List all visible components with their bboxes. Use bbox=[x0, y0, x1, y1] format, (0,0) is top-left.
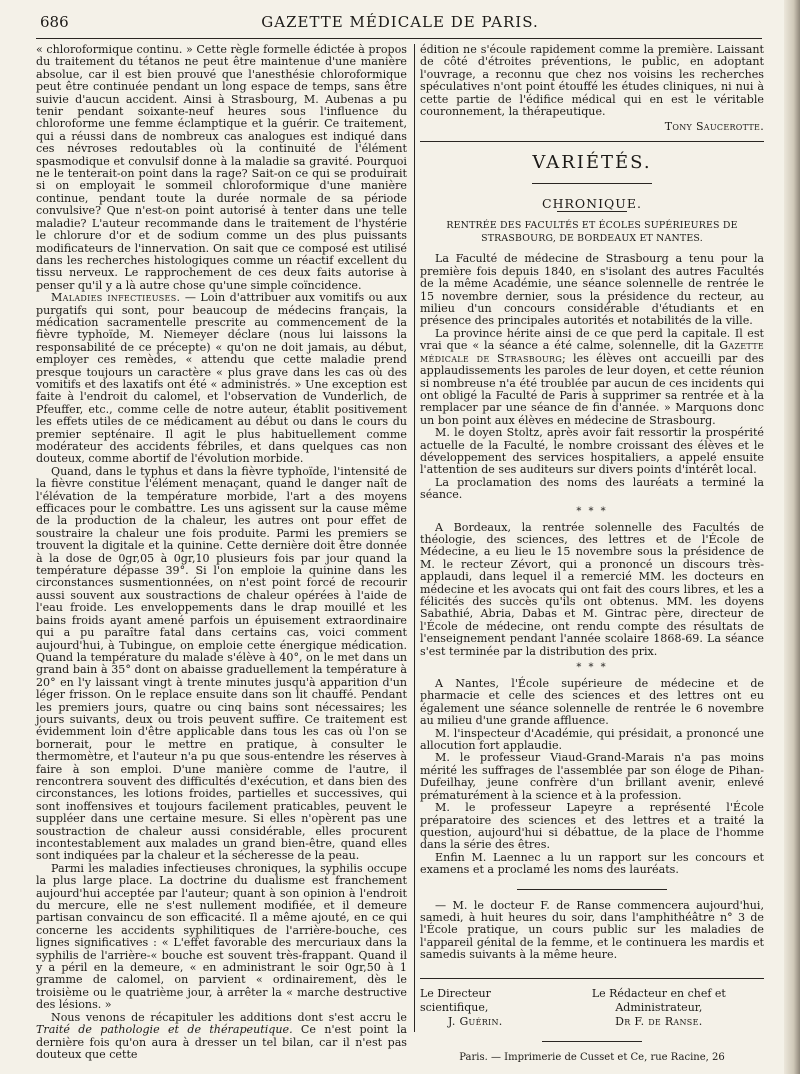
bordeaux-paragraph: A Bordeaux, la rentrée solennelle des Facultés de théologie, des sciences, des lettres et de l'École de Médecine, a eu lieu le 15 novembre sous la présidence de M. le recteur Zévort, qui a prononcé un discours très-applaudi, dans lequel il a remercié MM. les docteurs en médecine et les avocats qui ont fait des cours libres, et les a félicités des succès qu'ils ont obtenus. MM. les doyens Sabathié, Abria, Dabas et M. Gintrac père, directeur de l'École de médecine, ont rendu compte des résultats de l'enseignement pendant l'année scolaire 1868-69. La séance s'est terminée par la distribution des prix. bbox=[420, 520, 764, 658]
chronique-subheading: RENTRÉE DES FACULTÉS ET ÉCOLES SUPÉRIEURES DE STRASBOURG, DE BORDEAUX ET NANTES. bbox=[446, 220, 738, 244]
footer-signatures bbox=[420, 987, 764, 1029]
left-paragraph-1: « chloroformique continu. » Cette règle formelle édictée à propos du traitement du tétanos ne peut être maintenue d'une manière absolue, car il est bien prouvé que l'anesthésie chloroformique peut être continuée pendant un long espace de temps, sans être suivie d'aucun accident. Ainsi à Strasbourg, M. Aubenas a pu tenir pendant soixante-neuf heures sous l'influence du chloroforme une femme éclamptique et la guérir. Ce traitement, qui a réussi dans de nombreux cas analogues est indiqué dans ces névroses redoutables où la continuité de l'élément spasmodique et convulsif donne à la maladie sa gravité. Pourquoi ne le tenterait-on point dans la rage? Sait-on ce qui se produirait si on employait le sommeil chloroformique d'une manière continue, pendant toute la durée normale de sa période convulsive? Que n'est-on point autorisé à tenter dans une telle maladie? L'auteur recommande dans le traitement de l'hystérie le chlorure d'or et de sodium comme un des plus puissants modificateurs de l'innervation. On sait que ce composé est utilisé dans les recherches histologiques comme un réactif excellent du tissu nerveux. Le rapprochement de ces deux faits autorise à penser qu'il y a là autre chose qu'une simple coïncidence. bbox=[36, 43, 407, 292]
right-paragraph-1: édition ne s'écoule rapidement comme la première. Laissant de côté d'étroites préventions, le public, en adoptant l'ouvrage, a reconnu que chez nos voisins les recherches spéculatives n'ont point étouffé les études cliniques, ni nui à cette partie de l'édifice médical qui en est le véritable couronnement, la thérapeutique. bbox=[420, 43, 764, 119]
right-column bbox=[420, 44, 764, 1066]
page-edge-shadow bbox=[784, 0, 800, 1074]
left-paragraph-2 bbox=[36, 292, 407, 466]
director-name: J. Guérin. bbox=[448, 1014, 503, 1028]
nantes-paragraph-3: M. le professeur Viaud-Grand-Marais n'a pas moins mérité les suffrages de l'assemblée par son éloge de Pihan-Dufeilhay, jeune confrère d'un brillant avenir, enlevé prématurément à la science et à la profession. bbox=[420, 751, 764, 802]
journal-title: GAZETTE MÉDICALE DE PARIS. bbox=[261, 13, 539, 31]
strasbourg-paragraph-2 bbox=[420, 328, 764, 427]
page-number: 686 bbox=[40, 13, 69, 31]
imprint-rule bbox=[542, 1041, 642, 1042]
editor-name: Dr F. de Ranse. bbox=[615, 1014, 703, 1028]
left-paragraph-2-text: — Loin d'attribuer aux vomitifs ou aux purgatifs qui sont, pour beaucoup de médecins français, la médication sacramentelle prescrite au commencement de la fièvre typhoïde, M. Niemeyer déclare (nous lui laissons la responsabilité de ce précepte) « qu'on ne doit jamais, au début, employer ces remèdes, « attendu que cette maladie prend presque toujours un caractère « plus grave dans les cas où des vomitifs et des laxatifs ont été « administrés. » Une exception est faite à l'endroit du calomel, et l'observation de Vunderlich, de Pfeuffer, etc., comme celle de notre auteur, établit positivement les effets utiles de ce médicament au début ou dans le cours du premier septénaire. Il agit le plus habituellement comme modérateur des accidents fébriles, et dans quelques cas non douteux, comme abortif de l'évolution morbide. bbox=[36, 291, 408, 466]
asterism-separator-2: * * * bbox=[576, 662, 608, 674]
gazette-strasbourg-name: Gazette médicale de Strasbourg bbox=[420, 339, 764, 365]
course-notice: — M. le docteur F. de Ranse commencera aujourd'hui, samedi, à huit heures du soir, dans l'amphithéâtre n° 3 de l'École pratique, un cours public sur les maladies de l'appareil génital de la femme, et le continuera les mardis et samedis suivants à la même heure. bbox=[420, 898, 764, 962]
director-title: Le Directeur scientifique, bbox=[420, 986, 491, 1014]
section-title-varietes: VARIÉTÉS. bbox=[532, 152, 652, 174]
section-rule bbox=[420, 141, 764, 142]
left-paragraph-4: Parmi les maladies infectieuses chroniques, la syphilis occupe la plus large place. La doctrine du dualisme est franchement aujourd'hui acceptée par l'auteur; quant à son opinion à l'endroit du mercure, elle ne s'est nullement modifiée, et il demeure partisan convaincu de son efficacité. Il a même ajouté, en ce qui concerne les accidents syphilitiques de l'arrière-bouche, ces lignes significatives : « L'effet favorable des mercuriaux dans la syphilis de l'arrière-« bouche est souvent très-frappant. Quand il y a péril en la demeure, « en administrant le soir 0gr,50 à 1 gramme de calomel, on parvient « ordinairement, dès le troisième ou le quatrième jour, à arrêter la « marche destructive des lésions. » bbox=[36, 861, 407, 1012]
chronique-underline bbox=[557, 211, 627, 212]
footer-rule bbox=[420, 978, 764, 979]
strasbourg-paragraph-2-start: La province hérite ainsi de ce que perd la capitale. Il est vrai que « la séance a été calme, solennelle, dit la bbox=[420, 326, 764, 353]
section-heading-infectious: Maladies infectieuses. bbox=[51, 291, 181, 305]
column-divider bbox=[414, 44, 415, 1032]
strasbourg-paragraph-2-end: ; les élèves ont accueilli par des applaudissements les paroles de leur doyen, et cette réunion si nombreuse n'a été troublée par aucun de ces incidents qui ont obligé la Faculté de Paris à supprimer sa rentrée et à la remplacer par une séance de fin d'année. » Marquons donc un bon point aux élèves en médecine de Strasbourg. bbox=[420, 351, 764, 427]
left-paragraph-5-start: Nous venons de récapituler les additions dont s'est accru le bbox=[51, 1010, 407, 1024]
strasbourg-paragraph-3: M. le doyen Stoltz, après avoir fait ressortir la prospérité actuelle de la Faculté, le nombre croissant des élèves et le développement des services hospitaliers, a appelé ensuite l'attention de ses auditeurs sur divers points d'intérêt local. bbox=[420, 426, 764, 477]
left-column bbox=[36, 43, 408, 1061]
footer-director bbox=[420, 987, 554, 1029]
notice-rule bbox=[517, 889, 667, 890]
left-paragraph-5 bbox=[36, 1012, 407, 1062]
nantes-paragraph-2: M. l'inspecteur d'Académie, qui présidait, a prononcé une allocution fort applaudie. bbox=[420, 726, 764, 753]
asterism-separator-1: * * * bbox=[576, 505, 608, 517]
nantes-paragraph-4: M. le professeur Lapeyre a représenté l'École préparatoire des sciences et des lettres et a traité la question, aujourd'hui si débattue, de la place de l'homme dans la série des êtres. bbox=[420, 801, 764, 852]
nantes-paragraph-5: Enfin M. Laennec a lu un rapport sur les concours et examens et a proclamé les noms des lauréats. bbox=[420, 850, 764, 877]
strasbourg-paragraph-4: La proclamation des noms des lauréats a terminé la séance. bbox=[420, 475, 764, 502]
left-paragraph-3: Quand, dans le typhus et dans la fièvre typhoïde, l'intensité de la fièvre constitue l'élément menaçant, quand le danger naît de l'élévation de la température morbide, l'art a des moyens efficaces pour le combattre. Les uns agissent sur la cause même de la production de la chaleur, les autres ont pour effet de soustraire la chaleur une fois produite. Parmi les premiers se trouvent la digitale et la quinine. Cette dernière doit être donnée à la dose de 0gr,05 à 0gr,10 plusieurs fois par jour quand la température dépasse 39°. Si l'on emploie la quinine dans les circonstances susmentionnées, on n'est point forcé de recourir aussi souvent aux soustractions de chaleur opérées à l'aide de l'eau froide. Les enveloppements dans le drap mouillé et les bains froids ayant amené parfois un épuisement extraordinaire qui a pu paraître fatal dans certains cas, voici comment aujourd'hui, à Tubingue, on emploie cette énergique médication. Quand la température du malade s'élève à 40°, on le met dans un grand bain à 35° dont on abaisse graduellement la température à 20° en l'y laissant vingt à trente minutes jusqu'à apparition d'un léger frisson. On le replace ensuite dans son lit chauffé. Pendant les premiers jours, quatre ou cinq bains sont nécessaires; les jours suivants, deux ou trois peuvent suffire. Ce traitement est évidemment loin d'être applicable dans tous les cas où l'on se bornerait, pour le mettre en pratique, à consulter le thermomètre, et l'auteur n'a pu que sous-entendre les réserves à faire à son emploi. D'une manière comme de l'autre, il rencontrera souvent des difficultés d'exécution, et dans bien des circonstances, les lotions froides, partielles et successives, qui sont inoffensives et toujours facilement praticables, peuvent le suppléer dans une certaine mesure. Si elles n'opèrent pas une soustraction de chaleur aussi considérable, elles procurent incontestablement aux malades un grand bien-être, quand elles sont indiquées par la chaleur et la sécheresse de la peau. bbox=[36, 464, 407, 863]
strasbourg-paragraph-1: La Faculté de médecine de Strasbourg a tenu pour la première fois depuis 1840, en s'isolant des autres Facultés de la même Académie, une séance solennelle de rentrée le 15 novembre dernier, sous la présidence du recteur, au milieu d'un concours considérable d'étudiants et en présence des principales autorités et notabilités de la ville. bbox=[420, 252, 764, 328]
footer-editor bbox=[554, 987, 764, 1029]
title-underline bbox=[532, 183, 652, 184]
editor-title: Le Rédacteur en chef et Administrateur, bbox=[591, 986, 726, 1014]
nantes-paragraph-1: A Nantes, l'École supérieure de médecine et de pharmacie et celle des sciences et des lettres ont eu également une séance solennelle de rentrée le 6 novembre au milieu d'une grande affluence. bbox=[420, 677, 764, 728]
page-header bbox=[30, 10, 770, 34]
author-signature: Tony Saucerotte. bbox=[664, 120, 764, 134]
left-paragraph-5-end: Ce n'est point la dernière fois qu'on aura à dresser un tel bilan, car il n'est pas douteux que cette bbox=[36, 1023, 407, 1061]
section-title-chronique: CHRONIQUE. bbox=[542, 196, 642, 212]
printer-imprint: Paris. — Imprimerie de Cusset et Ce, rue Racine, 26 bbox=[459, 1051, 725, 1063]
book-title: Traité de pathologie et de thérapeutique. bbox=[36, 1023, 293, 1037]
header-rule bbox=[36, 38, 762, 39]
